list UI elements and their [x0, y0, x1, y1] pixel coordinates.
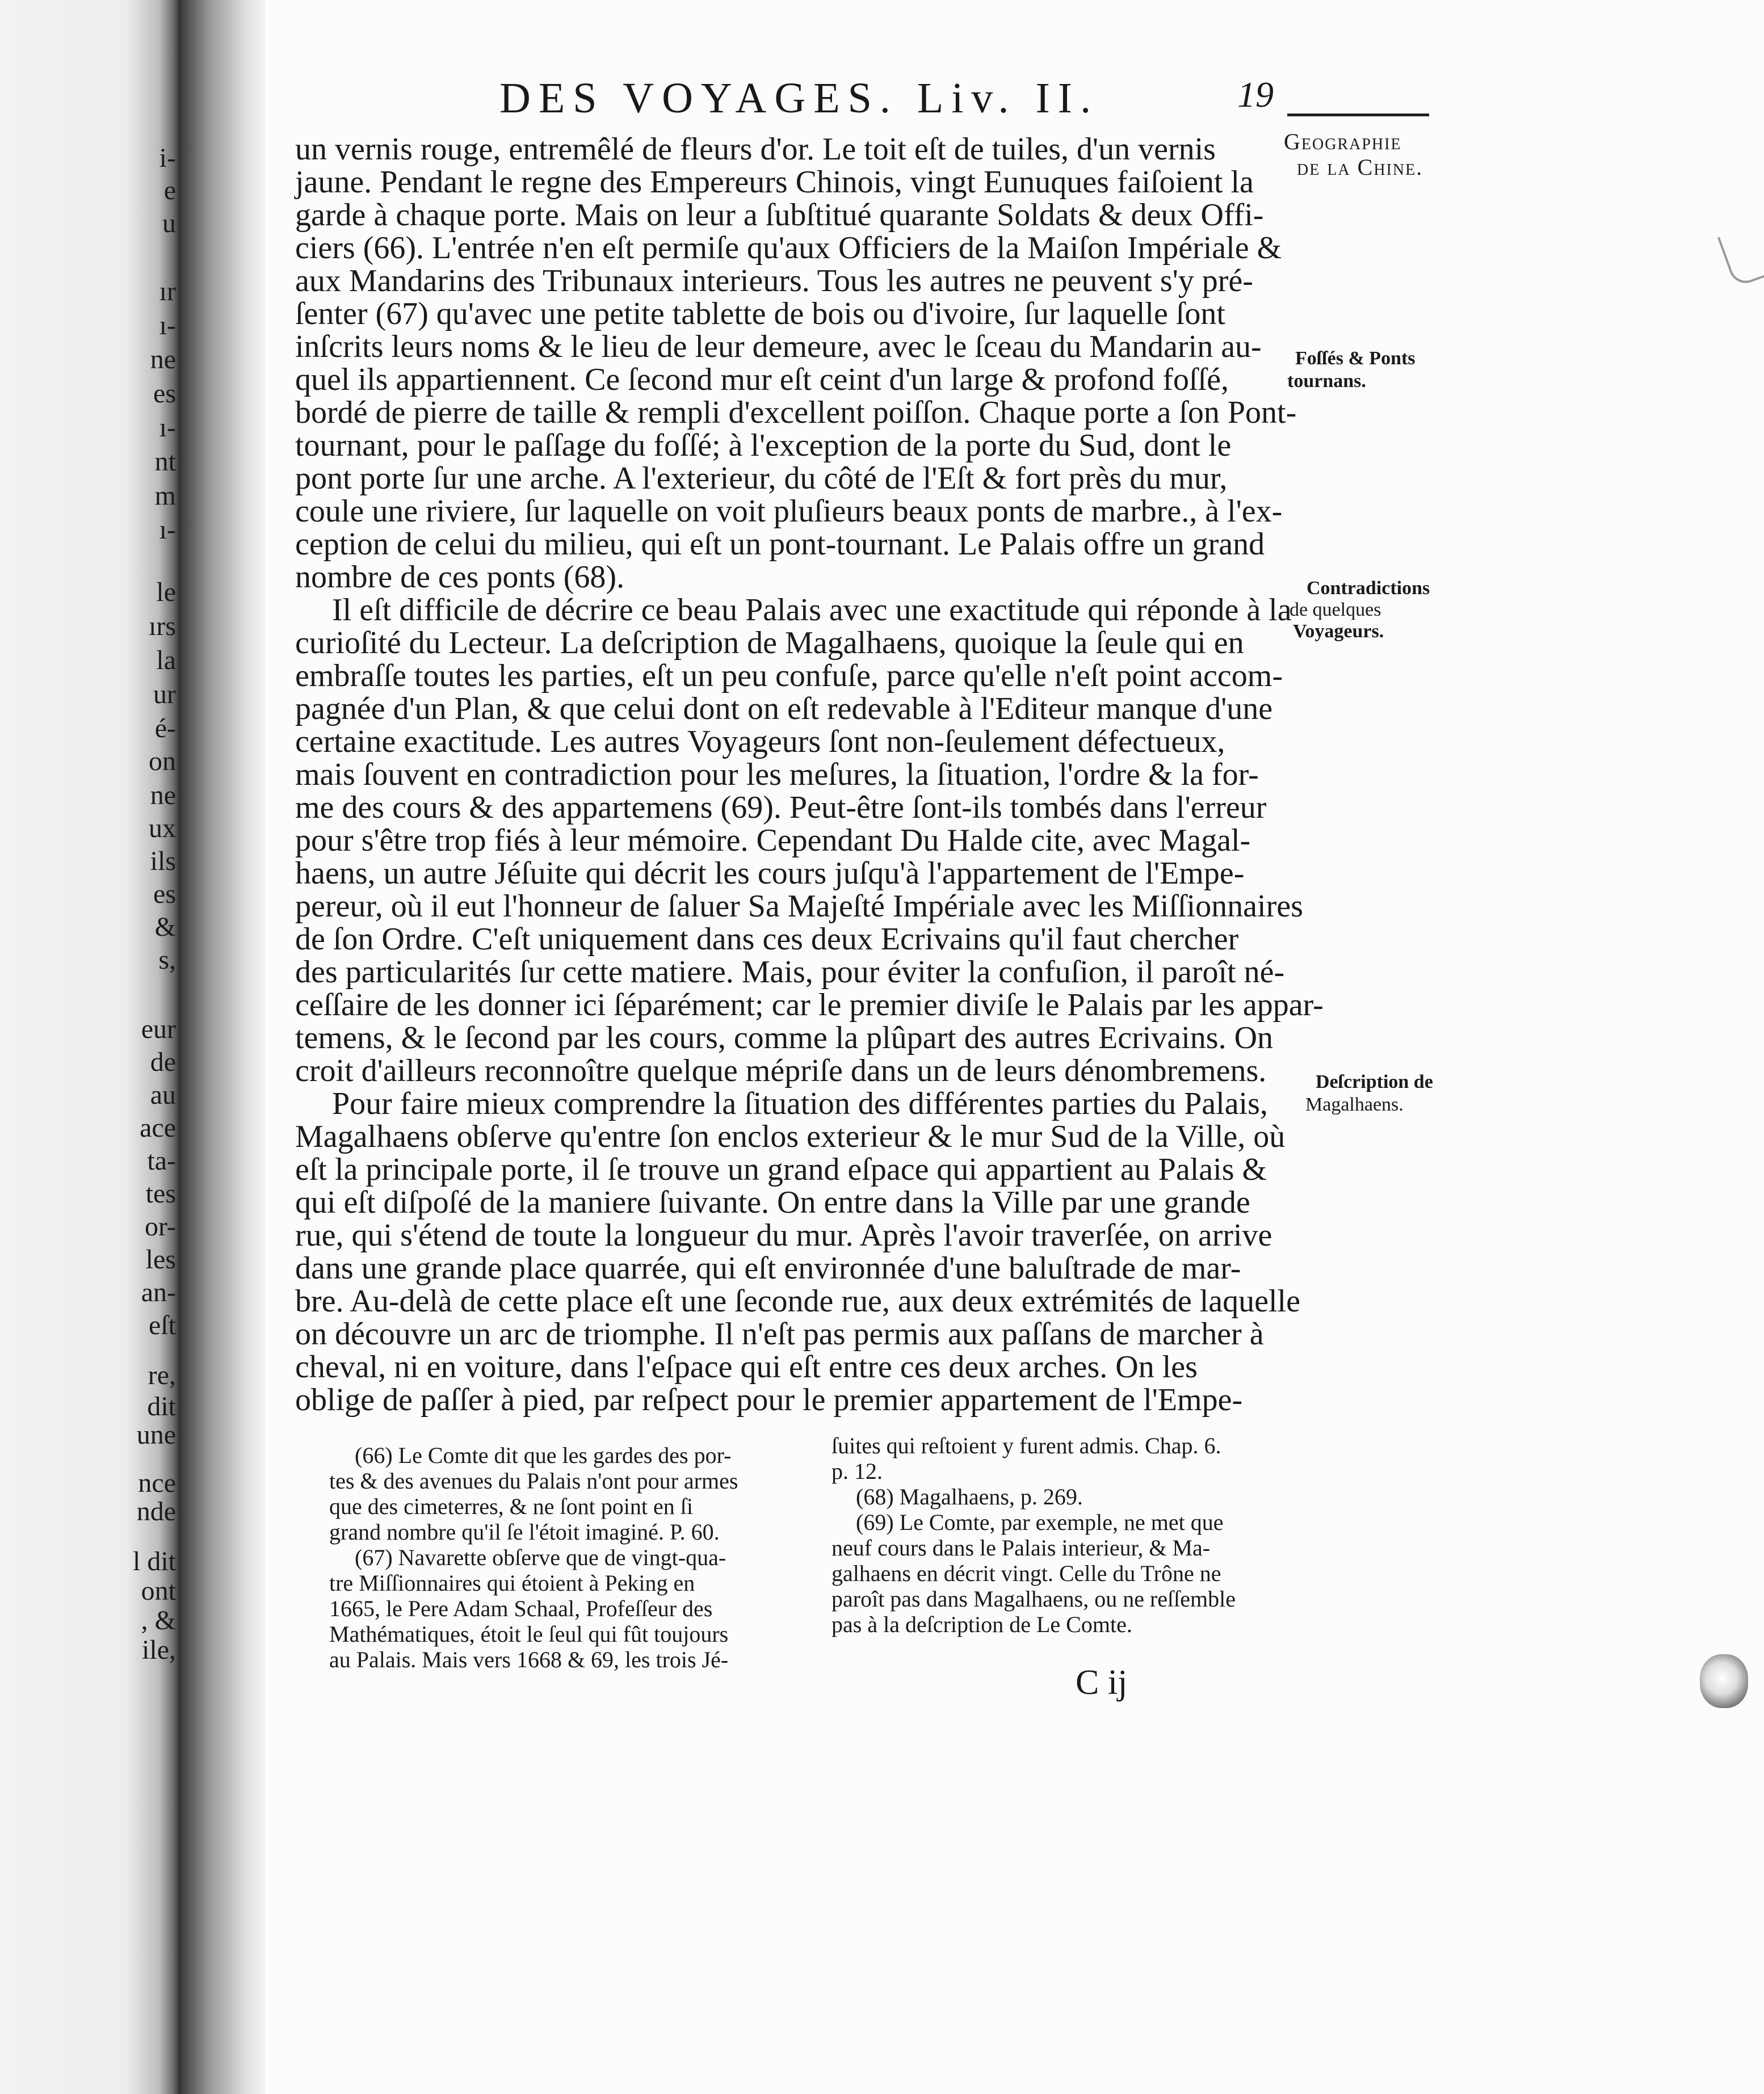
left-fragment: ux: [149, 813, 176, 843]
left-fragment: le: [156, 577, 176, 607]
body-line: coule une riviere, ſur laquelle on voit pluſieurs beaux ponts de marbre., à l'ex-: [295, 494, 1283, 529]
left-fragment: or-: [144, 1212, 176, 1242]
paper-damage-speck: [1700, 1654, 1748, 1708]
body-line: un vernis rouge, entremêlé de fleurs d'or. Le toit eſt de tuiles, d'un vernis: [295, 132, 1216, 167]
left-fragment: &: [154, 912, 176, 942]
margin-note-fosses: Foſſés & Ponts: [1295, 348, 1416, 369]
left-fragment: ur: [153, 679, 176, 709]
footnote-line: Mathématiques, étoit le ſeul qui fût toujours: [329, 1621, 729, 1647]
body-line: temens, & le ſecond par les cours, comme la plûpart des autres Ecrivains. On: [295, 1020, 1274, 1056]
left-fragment: une: [136, 1420, 176, 1450]
margin-note-fosses: tournans.: [1287, 371, 1366, 392]
left-fragment: es: [153, 879, 176, 909]
running-head: DES VOYAGES. Liv. II.: [499, 74, 1099, 122]
left-fragment: dit: [147, 1391, 176, 1422]
margin-note-chine: de la Chine.: [1297, 154, 1423, 180]
left-fragment: , &: [141, 1605, 176, 1635]
left-fragment: es: [153, 379, 176, 409]
left-fragment: tes: [145, 1179, 176, 1209]
footnote-line: (68) Magalhaens, p. 269.: [856, 1484, 1083, 1509]
footnote-line: que des cimeterres, & ne ſont point en ſi: [329, 1494, 693, 1519]
body-line: croit d'ailleurs reconnoître quelque mépriſe dans un de leurs dénombremens.: [295, 1053, 1267, 1088]
body-line: tournant, pour le paſſage du foſſé; à l'exception de la porte du Sud, dont le: [295, 428, 1232, 463]
body-line: aux Mandarins des Tribunaux interieurs. Tous les autres ne peuvent s'y pré-: [295, 263, 1253, 298]
margin-note-description: Deſcription de: [1316, 1071, 1433, 1092]
margin-note-contradictions: Contradictions: [1307, 578, 1430, 599]
left-fragment: i-: [159, 143, 176, 173]
body-line: dans une grande place quarrée, qui eſt environnée d'une baluſtrade de mar-: [295, 1251, 1241, 1286]
left-fragment: ont: [141, 1576, 176, 1606]
footnote-line: grand nombre qu'il ſe l'étoit imaginé. P. 60.: [329, 1519, 720, 1545]
body-line: pour s'être trop fiés à leur mémoire. Cependant Du Halde cite, avec Magal-: [295, 823, 1251, 858]
left-fragment: s,: [158, 945, 176, 975]
left-fragment: ı-: [159, 413, 176, 443]
body-line: pagnée d'un Plan, & que celui dont on eſt redevable à l'Editeur manque d'une: [295, 691, 1273, 726]
body-line: pereur, où il eut l'honneur de ſaluer Sa Majeſté Impériale avec les Miſſionnaires: [295, 889, 1303, 924]
left-fragment: on: [149, 746, 176, 776]
footnote-line: (66) Le Comte dit que les gardes des por-: [355, 1443, 732, 1468]
left-fragment: ne: [150, 780, 176, 810]
body-line: certaine exactitude. Les autres Voyageurs ſont non-ſeulement défectueux,: [295, 724, 1225, 759]
margin-note-contradictions: Voyageurs.: [1293, 621, 1384, 642]
body-line: ſenter (67) qu'avec une petite tablette de bois ou d'ivoire, ſur laquelle ſont: [295, 296, 1225, 331]
left-fragment: de: [150, 1047, 176, 1077]
page-number: 19: [1237, 74, 1274, 115]
body-line: pont porte ſur une arche. A l'exterieur, du côté de l'Eſt & fort près du mur,: [295, 461, 1228, 496]
footnote-line: tes & des avenues du Palais n'ont pour armes: [329, 1468, 738, 1494]
left-fragment: ils: [150, 846, 176, 876]
body-line: des particularités ſur cette matiere. Mais, pour éviter la confuſion, il paroît né-: [295, 955, 1285, 990]
body-line: oblige de paſſer à pied, par reſpect pour le premier appartement de l'Empe-: [295, 1382, 1243, 1418]
footnote-line: galhaens en décrit vingt. Celle du Trône ne: [831, 1561, 1221, 1586]
body-line: embraſſe toutes les parties, eſt un peu confuſe, parce qu'elle n'eſt point accom-: [295, 658, 1283, 693]
body-line: mais ſouvent en contradiction pour les meſures, la ſituation, l'ordre & la for-: [295, 757, 1259, 792]
body-line: de ſon Ordre. C'eſt uniquement dans ces deux Ecrivains qu'il faut chercher: [295, 922, 1239, 957]
header-rule: [1287, 113, 1429, 116]
footnote-line: (69) Le Comte, par exemple, ne met que: [856, 1509, 1224, 1535]
body-line: haens, un autre Jéſuite qui décrit les cours juſqu'à l'appartement de l'Empe-: [295, 856, 1245, 891]
left-fragment: an-: [141, 1277, 176, 1307]
left-fragment: nt: [154, 447, 176, 477]
body-line: Il eſt difficile de décrire ce beau Palais avec une exactitude qui réponde à la: [332, 592, 1292, 628]
body-line: Pour faire mieux comprendre la ſituation des différentes parties du Palais,: [332, 1086, 1268, 1121]
body-line: ceſſaire de les donner ici ſéparément; car le premier diviſe le Palais par les appar-: [295, 987, 1324, 1023]
body-line: bre. Au-delà de cette place eſt une ſeconde rue, aux deux extrémités de laquelle: [295, 1284, 1300, 1319]
left-fragment: les: [145, 1244, 176, 1275]
body-line: curioſité du Lecteur. La deſcription de Magalhaens, quoique la ſeule qui en: [295, 625, 1244, 661]
body-line: on découvre un arc de triomphe. Il n'eſt pas permis aux paſſans de marcher à: [295, 1317, 1264, 1352]
left-fragment: la: [156, 645, 176, 675]
body-line: jaune. Pendant le regne des Empereurs Chinois, vingt Eunuques faiſoient la: [295, 165, 1254, 200]
footnote-line: p. 12.: [831, 1458, 883, 1484]
left-fragment: eur: [141, 1014, 176, 1044]
margin-note-geographie: Geographie: [1284, 129, 1402, 154]
book-gutter-shadow: [180, 0, 266, 2094]
footnote-line: pas à la deſcription de Le Comte.: [831, 1612, 1132, 1637]
footnote-line: 1665, le Pere Adam Schaal, Profeſſeur des: [329, 1596, 713, 1621]
left-fragment: ace: [140, 1113, 176, 1143]
left-page-fragment: [0, 0, 180, 2094]
footnote-line: neuf cours dans le Palais interieur, & Ma-: [831, 1535, 1211, 1561]
left-fragment: ı-: [159, 515, 176, 545]
left-fragment: ile,: [142, 1635, 176, 1665]
body-line: garde à chaque porte. Mais on leur a ſubſtitué quarante Soldats & deux Offi-: [295, 197, 1264, 233]
left-fragment: ır: [159, 276, 176, 306]
body-line: bordé de pierre de taille & rempli d'excellent poiſſon. Chaque porte a ſon Pont-: [295, 395, 1297, 430]
body-line: eſt la principale porte, il ſe trouve un grand eſpace qui appartient au Palais &: [295, 1152, 1267, 1187]
footnote-line: ſuites qui reſtoient y furent admis. Chap. 6.: [831, 1433, 1221, 1458]
left-fragment: m: [154, 481, 176, 511]
margin-note-contradictions: de quelques: [1290, 599, 1381, 620]
left-fragment: ı-: [159, 310, 176, 340]
left-fragment: au: [150, 1080, 176, 1110]
body-line: ception de celui du milieu, qui eſt un pont-tournant. Le Palais offre un grand: [295, 527, 1265, 562]
body-line: ciers (66). L'entrée n'en eſt permiſe qu'aux Officiers de la Maiſon Impériale &: [295, 230, 1282, 266]
body-line: nombre de ces ponts (68).: [295, 560, 625, 595]
body-line: rue, qui s'étend de toute la longueur du mur. Après l'avoir traverſée, on arrive: [295, 1218, 1272, 1253]
left-fragment: e: [163, 175, 176, 205]
footnote-line: paroît pas dans Magalhaens, ou ne reſſemble: [831, 1586, 1236, 1612]
left-fragment: ırs: [149, 611, 176, 641]
left-fragment: l dit: [132, 1546, 176, 1576]
footnote-line: au Palais. Mais vers 1668 & 69, les trois Jé-: [329, 1647, 729, 1672]
footnote-line: tre Miſſionnaires qui étoient à Peking en: [329, 1570, 695, 1596]
footnote-line: (67) Navarette obſerve que de vingt-qua-: [355, 1545, 726, 1570]
left-fragment: re,: [148, 1360, 176, 1390]
left-fragment: eſt: [149, 1310, 176, 1340]
body-line: Magalhaens obſerve qu'entre ſon enclos exterieur & le mur Sud de la Ville, où: [295, 1119, 1286, 1154]
left-fragment: u: [162, 208, 176, 238]
body-line: quel ils appartiennent. Ce ſecond mur eſt ceint d'un large & profond foſſé,: [295, 362, 1229, 397]
left-fragment: ne: [150, 344, 176, 375]
left-fragment: nde: [136, 1496, 176, 1527]
left-fragment: nce: [138, 1468, 176, 1498]
left-fragment: é-: [154, 713, 176, 743]
body-line: cheval, ni en voiture, dans l'eſpace qui eſt entre ces deux arches. On les: [295, 1349, 1198, 1385]
body-line: qui eſt diſpoſé de la maniere ſuivante. On entre dans la Ville par une grande: [295, 1185, 1250, 1220]
body-line: me des cours & des appartemens (69). Peut-être ſont-ils tombés dans l'erreur: [295, 790, 1267, 825]
left-fragment: ta-: [147, 1146, 176, 1176]
body-line: inſcrits leurs noms & le lieu de leur demeure, avec le ſceau du Mandarin au-: [295, 329, 1262, 364]
margin-note-description: Magalhaens.: [1305, 1094, 1404, 1115]
signature-mark: C ij: [1076, 1663, 1128, 1702]
